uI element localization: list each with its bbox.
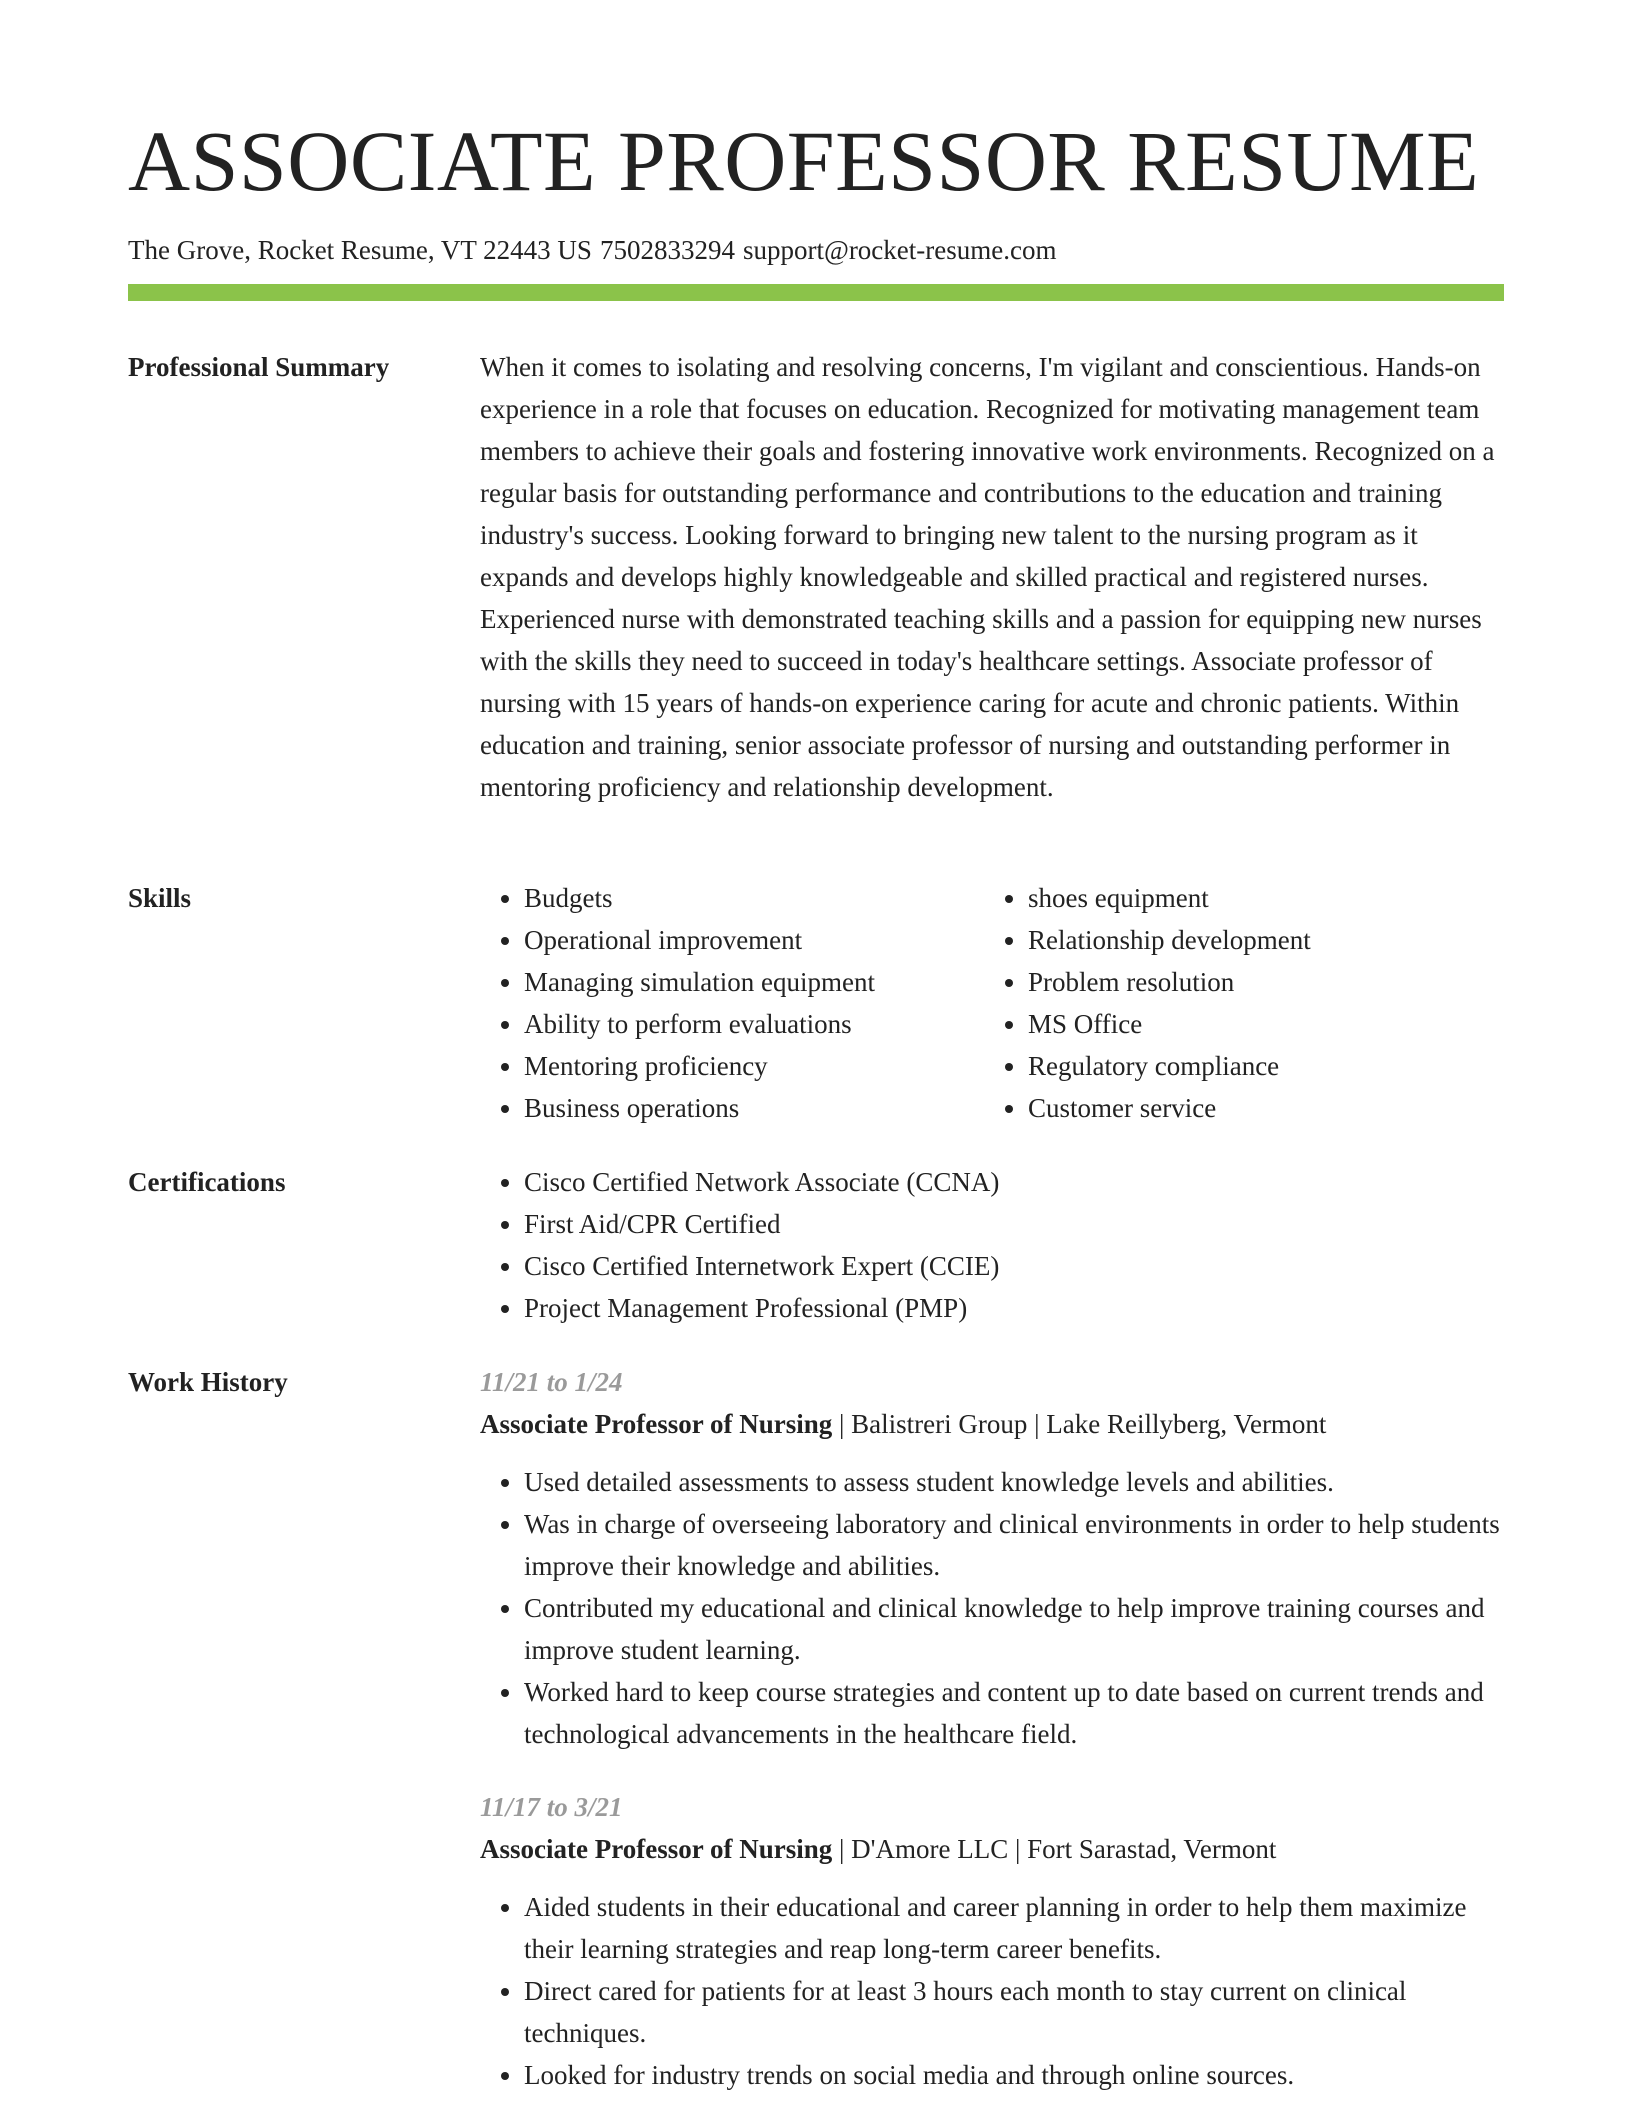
skill-item: • Budgets [524, 877, 960, 919]
job-entry [480, 1361, 1510, 1755]
job-details: | Balistreri Group | Lake Reillyberg, Vermont [832, 1409, 1327, 1439]
skill-item: • Regulatory compliance [1028, 1045, 1464, 1087]
skills-column-left [480, 877, 960, 1129]
job-bullet: • Worked hard to keep course strategies and content up to date based on current trends and technological advancements in the healthcare field. [524, 1671, 1510, 1755]
skill-item: • Business operations [524, 1087, 960, 1129]
job-bullet: • Used detailed assessments to assess student knowledge levels and abilities. [524, 1461, 1510, 1503]
contact-line [128, 232, 1056, 268]
header-divider [128, 284, 1504, 301]
certification-item: • Cisco Certified Network Associate (CCNA) [524, 1161, 1510, 1203]
skills-list-right [984, 877, 1464, 1129]
job-bullets [480, 1461, 1510, 1755]
job-header [480, 1828, 1510, 1870]
skill-item: • MS Office [1028, 1003, 1464, 1045]
section-label-certifications: Certifications [128, 1167, 286, 1197]
section-label-work-history: Work History [128, 1367, 288, 1397]
skill-item: • shoes equipment [1028, 877, 1464, 919]
certification-item: • First Aid/CPR Certified [524, 1203, 1510, 1245]
job-dates: 11/21 to 1/24 [480, 1367, 623, 1397]
job-entry [480, 1786, 1510, 2096]
skill-item: • Mentoring proficiency [524, 1045, 960, 1087]
job-bullet: • Contributed my educational and clinical knowledge to help improve training courses and improve student learning. [524, 1587, 1510, 1671]
summary-text: When it comes to isolating and resolving concerns, I'm vigilant and conscientious. Hands-on experience in a role that focuses on education. Recognized for motivating management team members to achieve their goals and fostering innovative work environments. Recognized on a regular basis for outstanding performance and contributions to the education and training industry's success. Looking forward to bringing new talent to the nursing program as it expands and develops highly knowledgeable and skilled practical and registered nurses. Experienced nurse with demonstrated teaching skills and a passion for equipping new nurses with the skills they need to succeed in today's healthcare settings. Associate professor of nursing with 15 years of hands-on experience caring for acute and chronic patients. Within education and training, senior associate professor of nursing and outstanding performer in mentoring proficiency and relationship development. [480, 352, 1495, 802]
skill-item: • Relationship development [1028, 919, 1464, 961]
job-header [480, 1403, 1510, 1445]
job-bullet: • Aided students in their educational and career planning in order to help them maximize their learning strategies and reap long-term career benefits. [524, 1886, 1510, 1970]
contact-email: support@rocket-resume.com [742, 235, 1057, 265]
section-label-summary: Professional Summary [128, 352, 390, 382]
certification-item: • Cisco Certified Internetwork Expert (CCIE) [524, 1245, 1510, 1287]
skill-item: • Operational improvement [524, 919, 960, 961]
job-bullets [480, 1886, 1510, 2096]
skill-item: • Problem resolution [1028, 961, 1464, 1003]
contact-phone: 7502833294 [599, 235, 735, 265]
skill-item: • Ability to perform evaluations [524, 1003, 960, 1045]
job-bullet: • Looked for industry trends on social media and through online sources. [524, 2054, 1510, 2096]
certifications-block [480, 1161, 1510, 1329]
certification-item: • Project Management Professional (PMP) [524, 1287, 1510, 1329]
section-label-skills: Skills [128, 883, 192, 913]
job-title: Associate Professor of Nursing [480, 1409, 833, 1439]
skill-item: • Customer service [1028, 1087, 1464, 1129]
resume-title: ASSOCIATE PROFESSOR RESUME [128, 113, 1480, 209]
skill-item: • Managing simulation equipment [524, 961, 960, 1003]
job-bullet: • Was in charge of overseeing laboratory and clinical environments in order to help students improve their knowledge and abilities. [524, 1503, 1510, 1587]
job-details: | D'Amore LLC | Fort Sarastad, Vermont [832, 1834, 1277, 1864]
job-bullet: • Direct cared for patients for at least 3 hours each month to stay current on clinical techniques. [524, 1970, 1510, 2054]
contact-address: The Grove, Rocket Resume, VT 22443 US [128, 235, 592, 265]
skills-list-left [480, 877, 960, 1129]
skills-column-right [984, 877, 1464, 1129]
job-dates: 11/17 to 3/21 [480, 1792, 623, 1822]
job-title: Associate Professor of Nursing [480, 1834, 833, 1864]
certifications-list [480, 1161, 1510, 1329]
